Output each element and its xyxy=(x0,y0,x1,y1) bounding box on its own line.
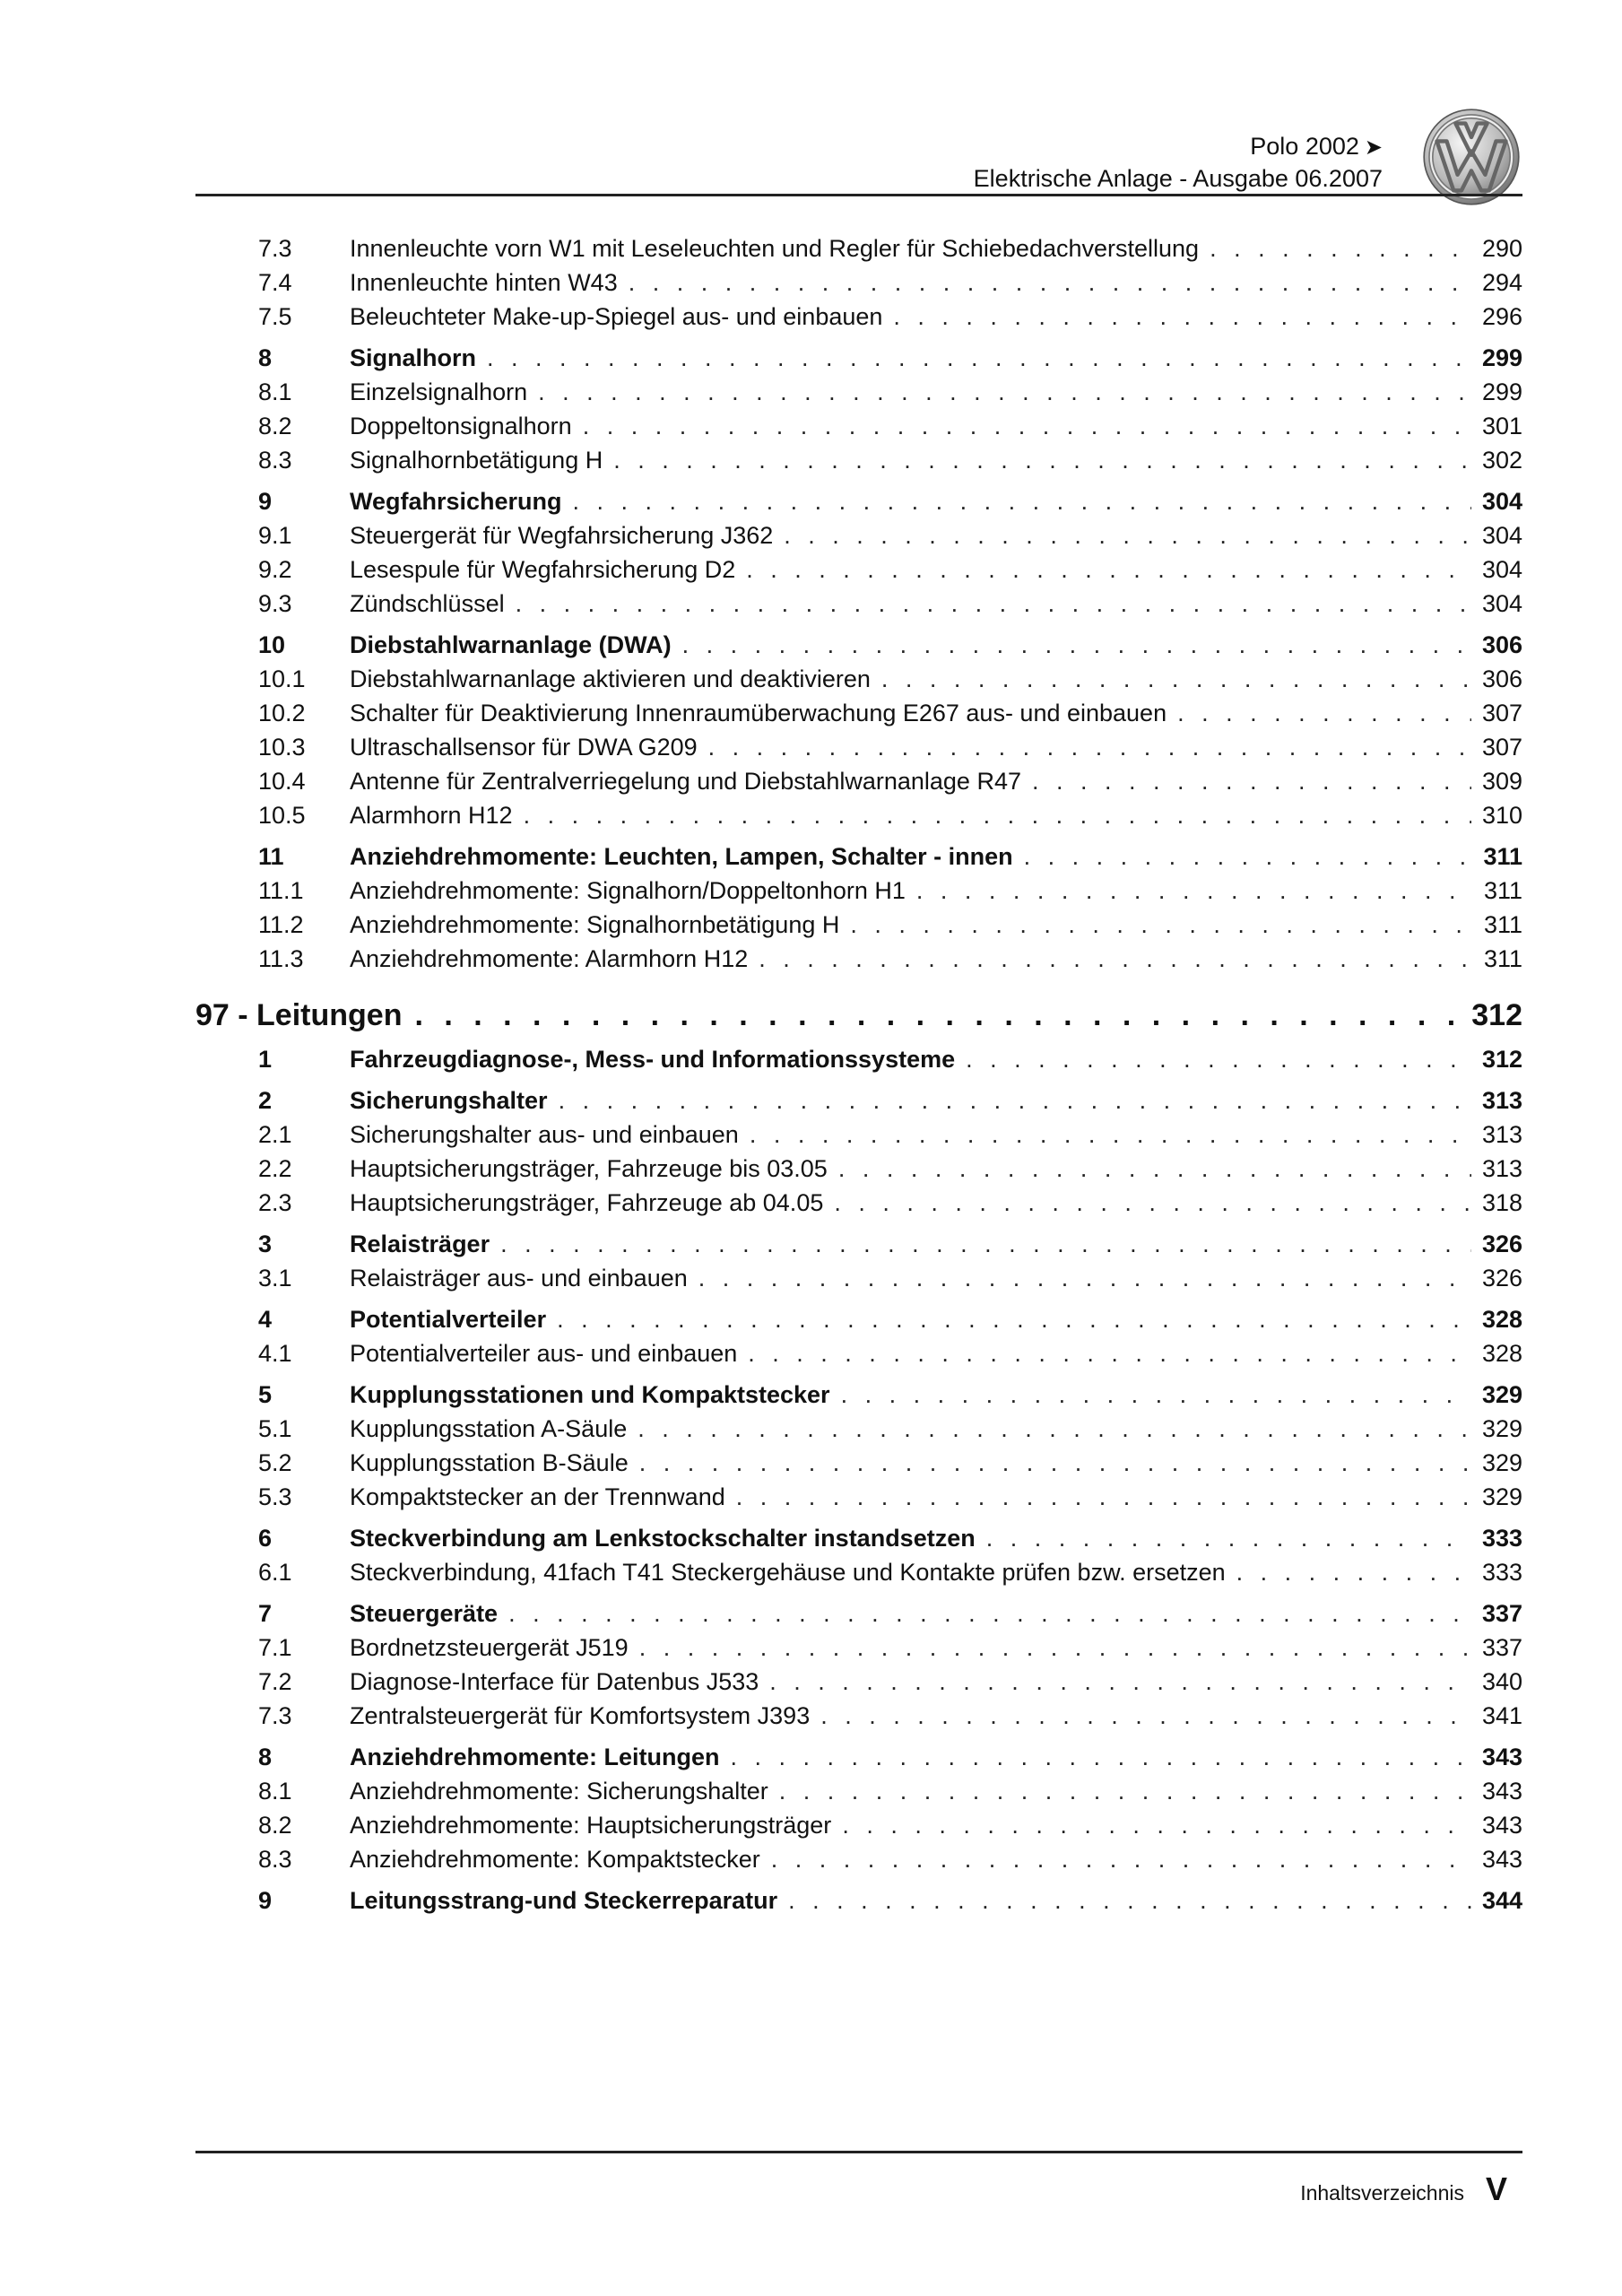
entry-page: 307 xyxy=(1481,734,1522,761)
entry-number: 7.5 xyxy=(258,303,292,330)
dot-leader xyxy=(986,1521,1471,1555)
entry-title: Hauptsicherungsträger, Fahrzeuge bis 03.05 xyxy=(350,1155,828,1182)
entry-title: Hauptsicherungsträger, Fahrzeuge ab 04.05 xyxy=(350,1189,824,1216)
entry-page: 343 xyxy=(1481,1846,1522,1873)
entry-title: Anziehdrehmomente: Kompaktstecker xyxy=(350,1846,760,1873)
toc-entry[interactable] xyxy=(195,628,1522,662)
toc-section-leitungen xyxy=(195,1042,1522,1918)
entry-title: Alarmhorn H12 xyxy=(350,802,513,829)
toc-entry[interactable] xyxy=(195,1842,1522,1876)
entry-number: 5 xyxy=(258,1381,273,1408)
dot-leader xyxy=(842,1808,1471,1842)
entry-title: Anziehdrehmomente: Sicherungshalter xyxy=(350,1778,768,1805)
entry-number: 7.3 xyxy=(258,1702,292,1729)
entry-number: 10 xyxy=(258,631,286,658)
toc-entry[interactable] xyxy=(195,942,1522,976)
dot-leader xyxy=(916,874,1472,908)
entry-page: 329 xyxy=(1481,1449,1522,1476)
toc-entry[interactable] xyxy=(195,874,1522,908)
entry-page: 328 xyxy=(1481,1340,1522,1367)
entry-number: 7.4 xyxy=(258,269,292,296)
entry-title: Relaisträger aus- und einbauen xyxy=(350,1265,688,1292)
toc-entry[interactable] xyxy=(195,696,1522,730)
entry-number: 11.2 xyxy=(258,911,304,938)
toc-entry[interactable] xyxy=(195,587,1522,621)
toc-entry[interactable] xyxy=(195,1699,1522,1733)
dot-leader xyxy=(583,409,1471,443)
entry-title: Lesespule für Wegfahrsicherung D2 xyxy=(350,556,736,583)
toc-entry[interactable] xyxy=(195,1596,1522,1631)
entry-page: 343 xyxy=(1481,1812,1522,1839)
toc-entry[interactable] xyxy=(195,484,1522,518)
entry-page: 304 xyxy=(1481,522,1522,549)
entry-number: 11 xyxy=(258,843,284,870)
entry-page: 333 xyxy=(1481,1525,1522,1552)
toc-entry[interactable] xyxy=(195,1378,1522,1412)
dot-leader xyxy=(629,265,1471,300)
chapter-page: 312 xyxy=(1471,998,1522,1032)
chapter-title: 97 - Leitungen xyxy=(195,998,403,1032)
entry-title: Diagnose-Interface für Datenbus J533 xyxy=(350,1668,759,1695)
toc-entry[interactable] xyxy=(195,300,1522,334)
entry-page: 329 xyxy=(1481,1415,1522,1442)
entry-number: 11.3 xyxy=(258,945,304,972)
entry-page: 337 xyxy=(1481,1634,1522,1661)
entry-title: Zentralsteuergerät für Komfortsystem J393 xyxy=(350,1702,811,1729)
entry-page: 329 xyxy=(1481,1381,1522,1408)
chapter-heading[interactable] xyxy=(195,990,1522,1040)
toc-entry[interactable] xyxy=(195,409,1522,443)
entry-number: 9.1 xyxy=(258,522,292,549)
entry-number: 8.3 xyxy=(258,1846,292,1873)
entry-number: 9.2 xyxy=(258,556,292,583)
toc-entry[interactable] xyxy=(195,265,1522,300)
footer-label: Inhaltsverzeichnis xyxy=(1300,2181,1464,2205)
entry-title: Anziehdrehmomente: Signalhornbetätigung H xyxy=(350,911,840,938)
entry-page: 326 xyxy=(1481,1265,1522,1292)
entry-number: 8.2 xyxy=(258,1812,292,1839)
entry-page: 311 xyxy=(1483,877,1522,904)
dot-leader xyxy=(748,1336,1471,1370)
entry-page: 312 xyxy=(1481,1046,1522,1073)
toc-entry[interactable] xyxy=(195,730,1522,764)
entry-title: Steckverbindung, 41fach T41 Steckergehäuse und Kontakte prüfen bzw. ersetzen xyxy=(350,1559,1226,1586)
toc-entry[interactable] xyxy=(195,1555,1522,1589)
entry-page: 318 xyxy=(1481,1189,1522,1216)
entry-number: 9.3 xyxy=(258,590,292,617)
dot-leader xyxy=(784,518,1471,552)
entry-number: 8 xyxy=(258,344,273,371)
toc-entry[interactable] xyxy=(195,1227,1522,1261)
entry-number: 3 xyxy=(258,1231,273,1257)
entry-page: 306 xyxy=(1481,665,1522,692)
entry-number: 11.1 xyxy=(258,877,304,904)
dot-leader xyxy=(769,1665,1471,1699)
dot-leader xyxy=(1210,231,1471,265)
dot-leader xyxy=(820,1699,1471,1733)
next-arrow-icon: ➤ xyxy=(1364,135,1383,160)
entry-title: Sicherungshalter xyxy=(350,1087,548,1114)
toc-entry[interactable] xyxy=(195,1446,1522,1480)
toc-entry[interactable] xyxy=(195,908,1522,942)
entry-page: 341 xyxy=(1481,1702,1522,1729)
dot-leader xyxy=(559,1083,1471,1118)
entry-page: 304 xyxy=(1481,488,1522,515)
entry-number: 1 xyxy=(258,1046,273,1073)
entry-number: 8.2 xyxy=(258,413,292,439)
entry-title: Steckverbindung am Lenkstockschalter instandsetzen xyxy=(350,1525,976,1552)
dot-leader xyxy=(841,1378,1471,1412)
entry-title: Zündschlüssel xyxy=(350,590,505,617)
entry-title: Anziehdrehmomente: Leitungen xyxy=(350,1744,720,1770)
toc-entry[interactable] xyxy=(195,1118,1522,1152)
entry-title: Steuergerät für Wegfahrsicherung J362 xyxy=(350,522,774,549)
dot-leader xyxy=(414,990,1462,1040)
manual-subtitle: Elektrische Anlage - Ausgabe 06.2007 xyxy=(973,165,1383,192)
entry-number: 10.3 xyxy=(258,734,306,761)
entry-number: 2 xyxy=(258,1087,273,1114)
dot-leader xyxy=(613,443,1471,477)
dot-leader xyxy=(538,375,1471,409)
entry-number: 4.1 xyxy=(258,1340,292,1367)
toc-entry[interactable] xyxy=(195,764,1522,798)
footer-page-number: V xyxy=(1485,2170,1507,2207)
entry-page: 329 xyxy=(1481,1483,1522,1510)
entry-title: Anziehdrehmomente: Alarmhorn H12 xyxy=(350,945,749,972)
dot-leader xyxy=(1024,839,1472,874)
entry-number: 2.1 xyxy=(258,1121,292,1148)
entry-number: 10.2 xyxy=(258,700,306,726)
entry-page: 299 xyxy=(1481,344,1522,371)
entry-number: 8.1 xyxy=(258,1778,292,1805)
entry-page: 294 xyxy=(1481,269,1522,296)
entry-title: Leitungsstrang-und Steckerreparatur xyxy=(350,1887,778,1914)
toc-entry[interactable] xyxy=(195,1186,1522,1220)
toc-entry[interactable] xyxy=(195,1336,1522,1370)
entry-page: 326 xyxy=(1481,1231,1522,1257)
dot-leader xyxy=(487,341,1471,375)
dot-leader xyxy=(1177,696,1471,730)
toc-section-continued xyxy=(195,231,1522,976)
entry-title: Diebstahlwarnanlage aktivieren und deaktivieren xyxy=(350,665,871,692)
entry-page: 302 xyxy=(1481,447,1522,474)
entry-page: 311 xyxy=(1483,945,1522,972)
entry-page: 290 xyxy=(1481,235,1522,262)
entry-title: Fahrzeugdiagnose-, Mess- und Informationssysteme xyxy=(350,1046,956,1073)
toc-entry[interactable] xyxy=(195,1883,1522,1918)
dot-leader xyxy=(557,1302,1471,1336)
entry-title: Antenne für Zentralverriegelung und Diebstahlwarnanlage R47 xyxy=(350,768,1021,795)
entry-number: 7 xyxy=(258,1600,273,1627)
dot-leader xyxy=(750,1118,1471,1152)
entry-page: 340 xyxy=(1481,1668,1522,1695)
dot-leader xyxy=(639,1446,1471,1480)
model-title xyxy=(1250,133,1383,161)
entry-number: 10.1 xyxy=(258,665,306,692)
vw-logo-icon xyxy=(1422,108,1521,206)
toc-entry[interactable] xyxy=(195,1152,1522,1186)
entry-number: 8.1 xyxy=(258,378,292,405)
entry-number: 2.3 xyxy=(258,1189,292,1216)
dot-leader xyxy=(746,552,1471,587)
toc-entry[interactable] xyxy=(195,443,1522,477)
dot-leader xyxy=(1032,764,1471,798)
entry-page: 296 xyxy=(1481,303,1522,330)
entry-page: 304 xyxy=(1481,556,1522,583)
entry-page: 343 xyxy=(1481,1778,1522,1805)
dot-leader xyxy=(639,1631,1471,1665)
entry-number: 2.2 xyxy=(258,1155,292,1182)
entry-number: 5.3 xyxy=(258,1483,292,1510)
dot-leader xyxy=(731,1740,1471,1774)
entry-title: Anziehdrehmomente: Signalhorn/Doppeltonhorn H1 xyxy=(350,877,906,904)
entry-number: 6.1 xyxy=(258,1559,292,1586)
entry-page: 310 xyxy=(1481,802,1522,829)
toc-entry[interactable] xyxy=(195,231,1522,265)
entry-title: Beleuchteter Make-up-Spiegel aus- und einbauen xyxy=(350,303,883,330)
entry-title: Steuergeräte xyxy=(350,1600,499,1627)
dot-leader xyxy=(708,730,1471,764)
entry-number: 10.5 xyxy=(258,802,306,829)
entry-page: 344 xyxy=(1481,1887,1522,1914)
toc-entry[interactable] xyxy=(195,1808,1522,1842)
entry-number: 7.2 xyxy=(258,1668,292,1695)
entry-title: Kupplungsstationen und Kompaktstecker xyxy=(350,1381,830,1408)
entry-number: 7.3 xyxy=(258,235,292,262)
dot-leader xyxy=(966,1042,1471,1076)
footer-rule xyxy=(195,2151,1522,2153)
entry-title: Innenleuchte vorn W1 mit Leseleuchten und Regler für Schiebedachverstellung xyxy=(350,235,1200,262)
toc-entry[interactable] xyxy=(195,1631,1522,1665)
toc-entry[interactable] xyxy=(195,1261,1522,1295)
entry-title: Schalter für Deaktivierung Innenraumüberwachung E267 aus- und einbauen xyxy=(350,700,1167,726)
toc-entry[interactable] xyxy=(195,798,1522,832)
entry-page: 337 xyxy=(1481,1600,1522,1627)
toc-entry[interactable] xyxy=(195,552,1522,587)
toc-entry[interactable] xyxy=(195,375,1522,409)
toc-entry[interactable] xyxy=(195,1774,1522,1808)
entry-title: Doppeltonsignalhorn xyxy=(350,413,572,439)
entry-title: Signalhornbetätigung H xyxy=(350,447,603,474)
dot-leader xyxy=(682,628,1471,662)
toc-entry[interactable] xyxy=(195,341,1522,375)
dot-leader xyxy=(779,1774,1471,1808)
entry-number: 8.3 xyxy=(258,447,292,474)
dot-leader xyxy=(524,798,1471,832)
entry-title: Sicherungshalter aus- und einbauen xyxy=(350,1121,739,1148)
table-of-contents xyxy=(195,231,1522,1918)
entry-number: 10.4 xyxy=(258,768,306,795)
toc-entry[interactable] xyxy=(195,1412,1522,1446)
entry-title: Einzelsignalhorn xyxy=(350,378,528,405)
entry-number: 9 xyxy=(258,1887,273,1914)
toc-entry[interactable] xyxy=(195,1521,1522,1555)
dot-leader xyxy=(508,1596,1471,1631)
entry-page: 311 xyxy=(1483,911,1522,938)
dot-leader xyxy=(881,662,1471,696)
entry-page: 301 xyxy=(1481,413,1522,439)
entry-number: 5.1 xyxy=(258,1415,292,1442)
entry-page: 343 xyxy=(1481,1744,1522,1770)
entry-title: Innenleuchte hinten W43 xyxy=(350,269,618,296)
entry-page: 299 xyxy=(1481,378,1522,405)
entry-number: 4 xyxy=(258,1306,273,1333)
dot-leader xyxy=(788,1883,1471,1918)
dot-leader xyxy=(698,1261,1471,1295)
dot-leader xyxy=(850,908,1472,942)
dot-leader xyxy=(638,1412,1471,1446)
toc-entry[interactable] xyxy=(195,518,1522,552)
dot-leader xyxy=(759,942,1472,976)
dot-leader xyxy=(893,300,1471,334)
entry-title: Signalhorn xyxy=(350,344,476,371)
entry-page: 333 xyxy=(1481,1559,1522,1586)
dot-leader xyxy=(834,1186,1471,1220)
entry-title: Relaisträger xyxy=(350,1231,490,1257)
dot-leader xyxy=(573,484,1471,518)
entry-page: 304 xyxy=(1481,590,1522,617)
entry-number: 3.1 xyxy=(258,1265,292,1292)
toc-entry[interactable] xyxy=(195,839,1522,874)
dot-leader xyxy=(516,587,1471,621)
toc-entry[interactable] xyxy=(195,1480,1522,1514)
entry-page: 309 xyxy=(1481,768,1522,795)
entry-title: Kupplungsstation A-Säule xyxy=(350,1415,628,1442)
toc-entry[interactable] xyxy=(195,1302,1522,1336)
header-rule xyxy=(195,194,1522,196)
entry-title: Wegfahrsicherung xyxy=(350,488,562,515)
entry-title: Potentialverteiler xyxy=(350,1306,547,1333)
entry-number: 8 xyxy=(258,1744,273,1770)
entry-title: Ultraschallsensor für DWA G209 xyxy=(350,734,698,761)
dot-leader xyxy=(500,1227,1471,1261)
entry-page: 311 xyxy=(1483,843,1522,870)
toc-entry[interactable] xyxy=(195,662,1522,696)
entry-title: Potentialverteiler aus- und einbauen xyxy=(350,1340,738,1367)
entry-number: 5.2 xyxy=(258,1449,292,1476)
entry-title: Kompaktstecker an der Trennwand xyxy=(350,1483,725,1510)
page-header xyxy=(0,0,1622,206)
entry-number: 7.1 xyxy=(258,1634,292,1661)
entry-title: Kupplungsstation B-Säule xyxy=(350,1449,629,1476)
entry-number: 9 xyxy=(258,488,273,515)
toc-entry[interactable] xyxy=(195,1740,1522,1774)
dot-leader xyxy=(838,1152,1471,1186)
dot-leader xyxy=(771,1842,1471,1876)
entry-page: 313 xyxy=(1481,1087,1522,1114)
entry-page: 306 xyxy=(1481,631,1522,658)
entry-page: 307 xyxy=(1481,700,1522,726)
entry-page: 313 xyxy=(1481,1155,1522,1182)
entry-title: Diebstahlwarnanlage (DWA) xyxy=(350,631,672,658)
entry-title: Anziehdrehmomente: Leuchten, Lampen, Schalter - innen xyxy=(350,843,1013,870)
toc-entry[interactable] xyxy=(195,1665,1522,1699)
entry-title: Anziehdrehmomente: Hauptsicherungsträger xyxy=(350,1812,832,1839)
toc-entry[interactable] xyxy=(195,1042,1522,1076)
dot-leader xyxy=(1236,1555,1471,1589)
model-name: Polo 2002 xyxy=(1250,133,1359,160)
entry-page: 313 xyxy=(1481,1121,1522,1148)
entry-page: 328 xyxy=(1481,1306,1522,1333)
entry-number: 6 xyxy=(258,1525,273,1552)
dot-leader xyxy=(736,1480,1471,1514)
entry-title: Bordnetzsteuergerät J519 xyxy=(350,1634,629,1661)
toc-entry[interactable] xyxy=(195,1083,1522,1118)
